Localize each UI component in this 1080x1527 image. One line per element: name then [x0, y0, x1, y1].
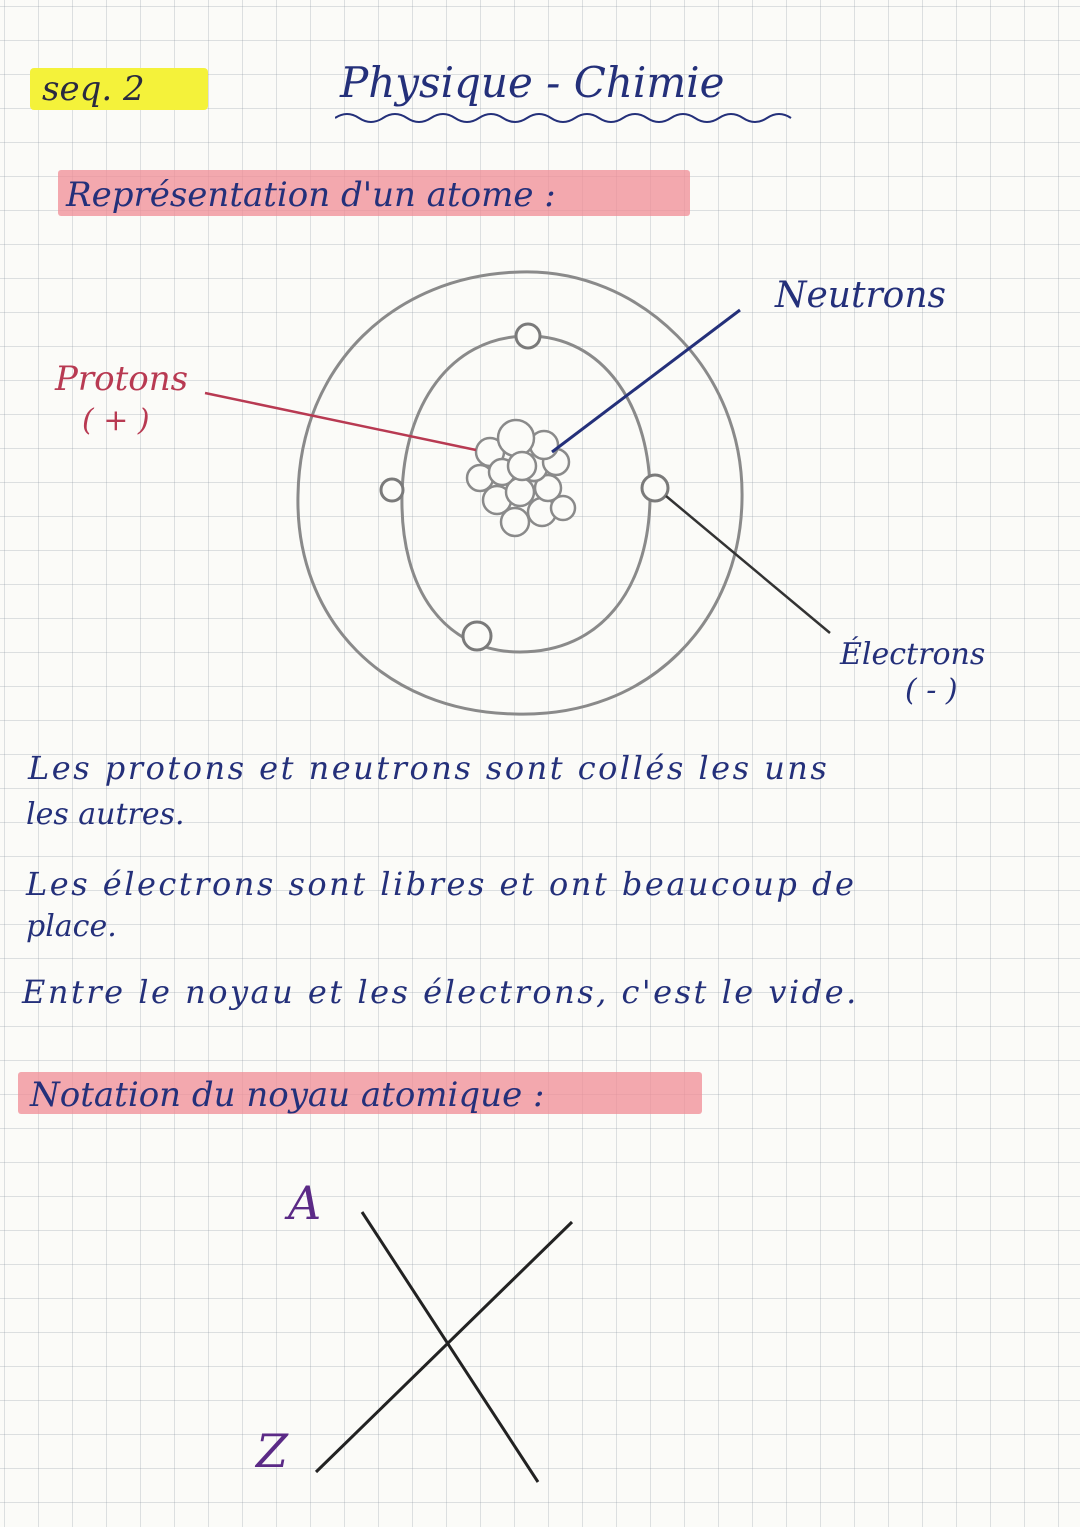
- atomic-number-symbol: Z: [256, 1424, 288, 1478]
- neutrons-label: Neutrons: [775, 275, 946, 316]
- mass-number-symbol: A: [288, 1176, 322, 1230]
- protons-charge: ( + ): [82, 403, 150, 438]
- paragraph-1-line-2: les autres.: [26, 797, 185, 832]
- section1-heading: Représentation d'un atome :: [66, 175, 556, 215]
- electrons-label: Électrons: [840, 637, 986, 672]
- page-title: Physique - Chimie: [340, 58, 725, 107]
- paragraph-1-line-1: Les protons et neutrons sont collés les uns: [28, 749, 830, 787]
- seq-label: seq. 2: [42, 69, 145, 109]
- paragraph-2-line-1: Les électrons sont libres et ont beaucoup de: [26, 865, 857, 903]
- protons-label: Protons: [55, 359, 189, 399]
- paragraph-3-line-1: Entre le noyau et les électrons, c'est le vide.: [22, 973, 859, 1011]
- paragraph-2-line-2: place.: [26, 909, 117, 944]
- electrons-charge: ( - ): [905, 673, 958, 708]
- section2-heading: Notation du noyau atomique :: [30, 1075, 545, 1115]
